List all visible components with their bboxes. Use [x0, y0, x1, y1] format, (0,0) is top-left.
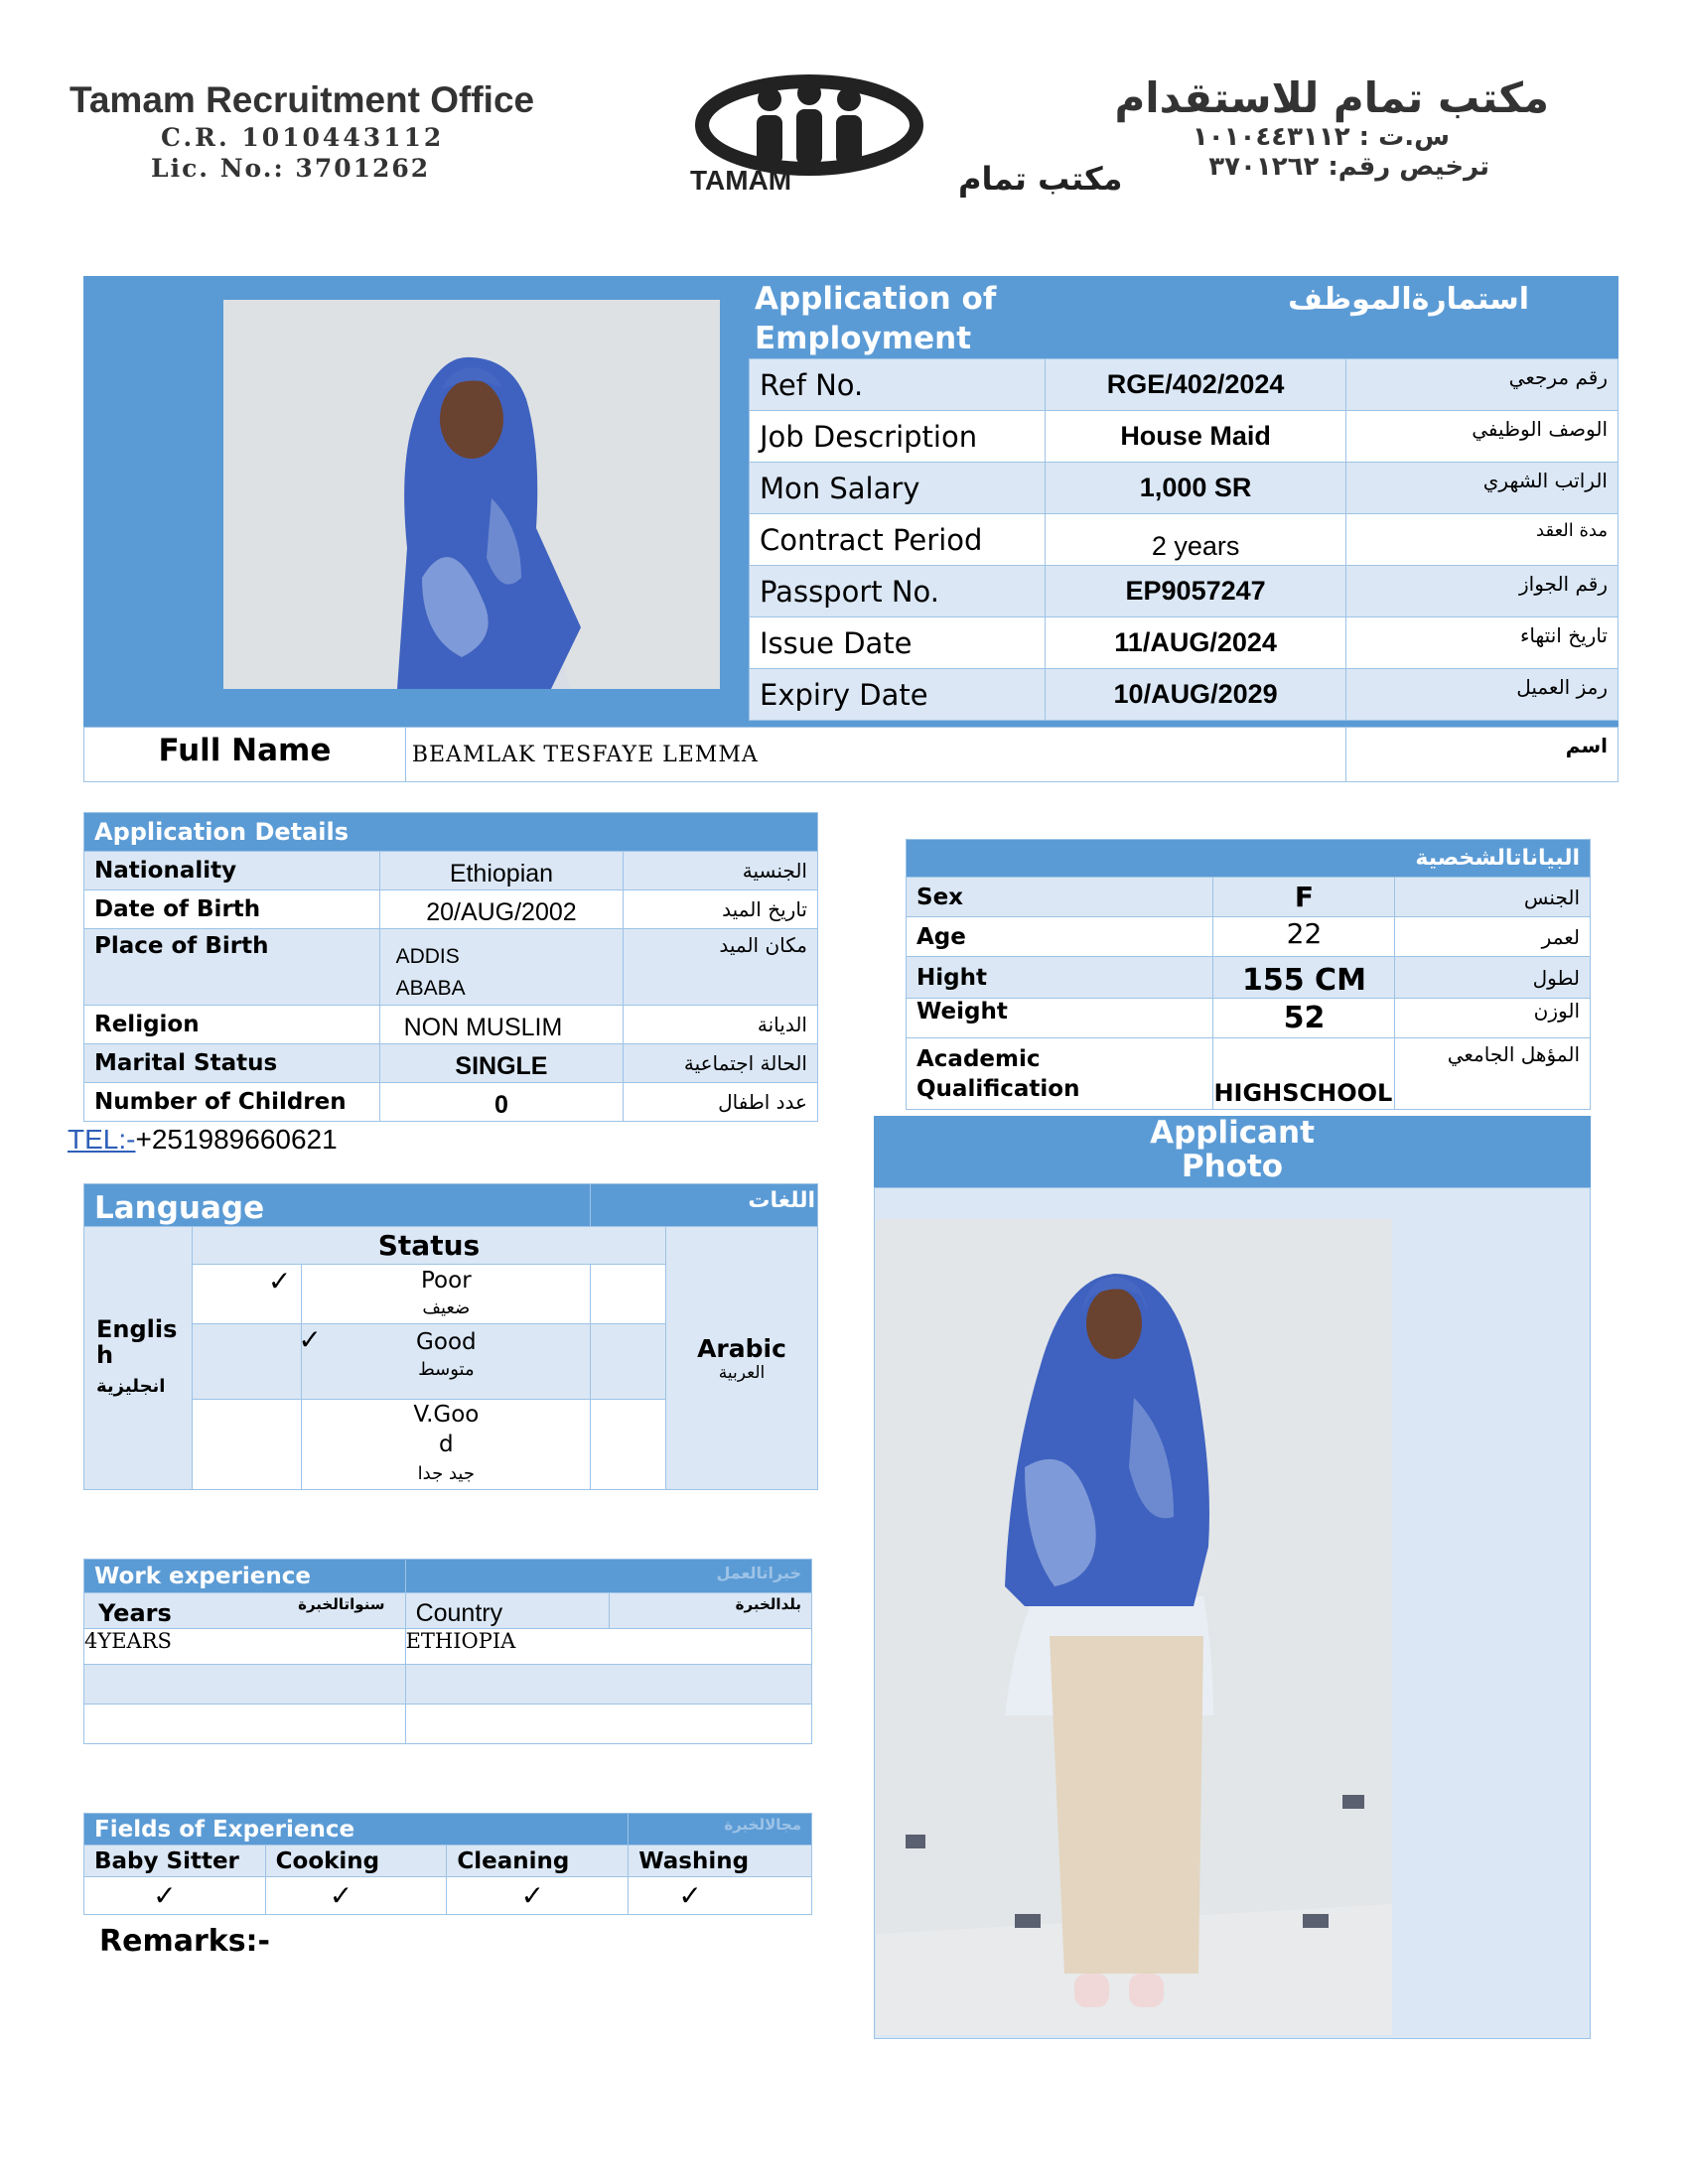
- weight-label-ar: الوزن: [1395, 999, 1591, 1038]
- cr-number-en: C.R. 1010443112: [161, 123, 445, 152]
- vgood-empty-cell: [192, 1400, 301, 1490]
- years-label: Years: [98, 1599, 172, 1627]
- sex-label: Sex: [907, 878, 1213, 917]
- table-row: [907, 999, 1591, 1038]
- expiry-date-label: Expiry Date: [750, 669, 1046, 721]
- status-header: Status: [192, 1227, 665, 1265]
- applicant-photo-title-line1: Applicant: [1150, 1115, 1315, 1151]
- arabic-label: [666, 1227, 818, 1490]
- salary-value: 1,000 SR: [1045, 463, 1346, 514]
- field-cooking: Cooking: [265, 1845, 447, 1877]
- check-baby-sitter: ✓: [84, 1877, 266, 1915]
- passport-no-label-ar: رقم الجواز: [1346, 566, 1618, 617]
- applicant-photo-title: [874, 1116, 1591, 1187]
- level-good-ar: متوسط: [418, 1359, 475, 1380]
- arabic-label-en: Arabic: [697, 1333, 786, 1363]
- cr-number-ar: س.ت : ١٠١٠٤٤٣١١٢: [1192, 122, 1450, 152]
- table-row: [84, 1877, 812, 1915]
- issue-date-label-ar: تاريخ انتهاء: [1346, 617, 1618, 669]
- poor-check: ✓: [192, 1265, 301, 1324]
- vgood-arabic-cell: [591, 1400, 666, 1490]
- table-row: [750, 617, 1618, 669]
- country-label: Country: [405, 1593, 610, 1629]
- nationality-value: Ethiopian: [379, 852, 624, 890]
- religion-label-ar: الديانة: [624, 1006, 818, 1044]
- dob-label: Date of Birth: [84, 890, 380, 929]
- telephone-number: +251989660621: [135, 1124, 338, 1155]
- full-name-value: BEAMLAK TESFAYE LEMMA: [405, 728, 1345, 782]
- age-value: 22: [1213, 917, 1395, 957]
- english-label-ar: انجليزية: [96, 1376, 166, 1397]
- nationality-label-ar: الجنسية: [624, 852, 818, 890]
- good-check: ✓: [298, 1323, 322, 1356]
- job-description-label: Job Description: [750, 411, 1046, 463]
- salary-label: Mon Salary: [750, 463, 1046, 514]
- telephone: [68, 1124, 338, 1156]
- table-row: [907, 957, 1591, 999]
- table-row: [84, 929, 818, 1006]
- full-name-label: Full Name: [84, 728, 406, 782]
- pob-value-text: ADDIS ABABA: [395, 945, 466, 1000]
- ref-no-label: Ref No.: [750, 359, 1046, 411]
- table-row: [84, 1629, 812, 1665]
- remarks-label: Remarks:-: [99, 1924, 271, 1959]
- sex-value: F: [1213, 878, 1395, 917]
- issue-date-value: 11/AUG/2024: [1045, 617, 1346, 669]
- table-row: [84, 1006, 818, 1044]
- company-name-ar: مكتب تمام للاستقدام: [1114, 73, 1549, 122]
- license-number-ar: ترخيص رقم: ٣٧٠١٢٦٢: [1208, 152, 1489, 182]
- poor-arabic-cell: [591, 1265, 666, 1324]
- children-label: Number of Children: [84, 1083, 380, 1122]
- weight-value: 52: [1213, 999, 1395, 1038]
- field-cleaning: Cleaning: [447, 1845, 629, 1877]
- marital-status-value: SINGLE: [379, 1044, 624, 1083]
- age-label: Age: [907, 917, 1213, 957]
- height-label-ar: لطول: [1395, 957, 1591, 999]
- field-washing: Washing: [629, 1845, 812, 1877]
- table-row: [750, 514, 1618, 566]
- marital-status-label-ar: الحالة اجتماعية: [624, 1044, 818, 1083]
- table-row: [84, 1593, 812, 1629]
- fields-title-ar: مجالالخبرة: [629, 1814, 812, 1845]
- telephone-label[interactable]: TEL:-: [68, 1124, 136, 1155]
- level-very-good: [302, 1400, 591, 1490]
- contract-period-label: Contract Period: [750, 514, 1046, 566]
- company-header-en: [70, 79, 546, 183]
- salary-label-ar: الراتب الشهري: [1346, 463, 1618, 514]
- contract-period-label-ar: مدة العقد: [1346, 514, 1618, 566]
- table-row: [84, 1665, 812, 1705]
- company-logo: [685, 77, 1123, 198]
- religion-label: Religion: [84, 1006, 380, 1044]
- table-row: [750, 669, 1618, 721]
- pob-label-ar: مكان الميد: [624, 929, 818, 1006]
- application-title: Application of Employment: [755, 281, 997, 356]
- table-row: [907, 1038, 1591, 1110]
- level-poor-en: Poor: [421, 1267, 472, 1294]
- empty-cell: [405, 1705, 811, 1744]
- english-label-en: Englis h: [96, 1315, 178, 1369]
- dob-label-ar: تاريخ الميد: [624, 890, 818, 929]
- level-good-en: Good: [416, 1329, 477, 1355]
- language-title: Language: [84, 1184, 591, 1227]
- sex-label-ar: الجنس: [1395, 878, 1591, 917]
- job-description-label-ar: الوصف الوظيفي: [1346, 411, 1618, 463]
- personal-data-table: [906, 839, 1591, 1110]
- qualification-value: HIGHSCHOOL: [1213, 1038, 1395, 1110]
- passport-no-value: EP9057247: [1045, 566, 1346, 617]
- application-details-title: Application Details: [84, 813, 818, 852]
- empty-cell: [84, 1705, 406, 1744]
- application-info-table: [749, 358, 1618, 721]
- pob-label: Place of Birth: [84, 929, 380, 1006]
- english-label: [84, 1227, 193, 1490]
- applicant-portrait-photo: [223, 300, 720, 689]
- table-row: [907, 878, 1591, 917]
- empty-cell: [405, 1665, 811, 1705]
- qualification-label: Academic Qualification: [907, 1038, 1213, 1110]
- years-value: 4YEARS: [84, 1629, 406, 1665]
- years-label-ar: سنواتالخبرة: [298, 1595, 385, 1613]
- fields-of-experience-table: [83, 1813, 812, 1915]
- years-header: [84, 1593, 406, 1629]
- check-cleaning: ✓: [447, 1877, 629, 1915]
- good-arabic-cell: [591, 1324, 666, 1400]
- logo-text-ar: مكتب تمام: [958, 160, 1123, 198]
- level-poor: [302, 1265, 591, 1324]
- fields-title: Fields of Experience: [84, 1814, 629, 1845]
- weight-label: Weight: [907, 999, 1213, 1038]
- table-row: [750, 463, 1618, 514]
- check-cooking: ✓: [265, 1877, 447, 1915]
- marital-status-label: Marital Status: [84, 1044, 380, 1083]
- pob-value: [379, 929, 624, 1006]
- level-good: [298, 1323, 591, 1400]
- personal-data-title-ar: البياناتالشخصية: [907, 840, 1591, 878]
- language-title-ar: اللغات: [591, 1184, 818, 1227]
- field-baby-sitter: Baby Sitter: [84, 1845, 266, 1877]
- table-row: [84, 890, 818, 929]
- table-row: [84, 1083, 818, 1122]
- table-row: [907, 917, 1591, 957]
- height-label: Hight: [907, 957, 1213, 999]
- contract-period-value: 2 years: [1045, 514, 1346, 566]
- age-label-ar: لعمر: [1395, 917, 1591, 957]
- work-experience-title: Work experience: [84, 1560, 406, 1593]
- children-value: 0: [379, 1083, 624, 1122]
- dob-value: 20/AUG/2002: [379, 890, 624, 929]
- job-description-value: House Maid: [1045, 411, 1346, 463]
- table-row: [84, 1044, 818, 1083]
- full-name-label-ar: اسم: [1346, 728, 1618, 782]
- applicant-full-photo: [876, 1219, 1392, 2035]
- empty-cell: [84, 1665, 406, 1705]
- good-empty-cell: [192, 1324, 301, 1400]
- company-name-en: Tamam Recruitment Office: [70, 79, 535, 120]
- table-row: [750, 359, 1618, 411]
- expiry-date-label-ar: رمز العميل: [1346, 669, 1618, 721]
- level-very-good-en: V.Goo d: [413, 1402, 480, 1457]
- company-header-ar: [1092, 73, 1549, 182]
- nationality-label: Nationality: [84, 852, 380, 890]
- application-details-table: [83, 812, 818, 1122]
- issue-date-label: Issue Date: [750, 617, 1046, 669]
- table-row: [84, 852, 818, 890]
- check-washing: ✓: [629, 1877, 812, 1915]
- work-experience-table: [83, 1559, 812, 1744]
- qualification-label-ar: المؤهل الجامعي: [1395, 1038, 1591, 1110]
- applicant-photo-title-line2: Photo: [1181, 1149, 1284, 1184]
- country-value: ETHIOPIA: [405, 1629, 811, 1665]
- table-row: [750, 411, 1618, 463]
- application-title-ar: استمارةالموظف: [1288, 282, 1529, 317]
- table-row: [84, 1845, 812, 1877]
- country-label-ar: بلدالخبرة: [610, 1593, 812, 1629]
- table-row: [84, 1705, 812, 1744]
- language-table: [83, 1183, 818, 1490]
- logo-text-en: TAMAM: [690, 165, 792, 196]
- license-number-en: Lic. No.: 3701262: [151, 154, 431, 183]
- children-label-ar: عدد اطفال: [624, 1083, 818, 1122]
- level-poor-ar: ضعيف: [422, 1297, 471, 1318]
- full-name-row: [83, 727, 1618, 782]
- expiry-date-value: 10/AUG/2029: [1045, 669, 1346, 721]
- level-very-good-ar: جيد جدا: [417, 1463, 475, 1484]
- arabic-label-ar: العربية: [718, 1362, 766, 1383]
- work-experience-title-ar: خبراتالعمل: [405, 1560, 811, 1593]
- height-value: 155 CM: [1213, 957, 1395, 999]
- passport-no-label: Passport No.: [750, 566, 1046, 617]
- table-row: [750, 566, 1618, 617]
- religion-value: NON MUSLIM: [379, 1006, 624, 1044]
- ref-no-value: RGE/402/2024: [1045, 359, 1346, 411]
- ref-no-label-ar: رقم مرجعي: [1346, 359, 1618, 411]
